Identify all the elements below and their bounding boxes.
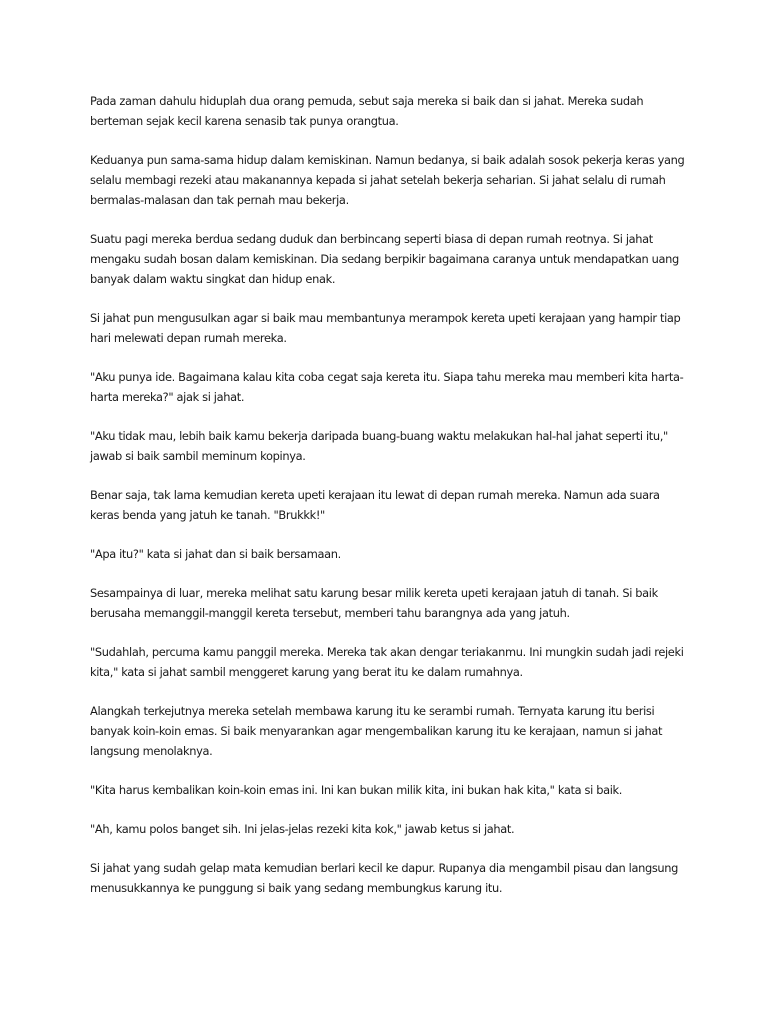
paragraph-13: "Ah, kamu polos banget sih. Ini jelas-jelas rezeki kita kok," jawab ketus si jahat.: [90, 822, 515, 836]
paragraph-6: "Aku tidak mau, lebih baik kamu bekerja daripada buang-buang waktu melakukan hal-hal jahat seperti itu," jawab si baik sambil meminum kopinya.: [90, 429, 668, 463]
paragraph-11: Alangkah terkejutnya mereka setelah membawa karung itu ke serambi rumah. Ternyata karung itu berisi banyak koin-koin emas. Si baik menyarankan agar mengembalikan karung itu ke kerajaan, namun si jahat langsung menolaknya.: [90, 704, 663, 758]
paragraph-9: Sesampainya di luar, mereka melihat satu karung besar milik kereta upeti kerajaan jatuh di tanah. Si baik berusaha memanggil-manggil kereta tersebut, memberi tahu barangnya ada yang jatuh.: [90, 586, 658, 620]
paragraph-8: "Apa itu?" kata si jahat dan si baik bersamaan.: [90, 547, 341, 561]
paragraph-12: "Kita harus kembalikan koin-koin emas ini. Ini kan bukan milik kita, ini bukan hak kita," kata si baik.: [90, 783, 623, 797]
paragraph-4: Si jahat pun mengusulkan agar si baik mau membantunya merampok kereta upeti kerajaan yang hampir tiap hari melewati depan rumah mereka.: [90, 311, 681, 345]
paragraph-2: Keduanya pun sama-sama hidup dalam kemiskinan. Namun bedanya, si baik adalah sosok pekerja keras yang selalu membagi rezeki atau makanannya kepada si jahat setelah bekerja seharian. Si jahat selalu di rumah bermalas-malasan dan tak pernah mau bekerja.: [90, 153, 685, 207]
document-body: [90, 91, 685, 917]
paragraph-3: Suatu pagi mereka berdua sedang duduk dan berbincang seperti biasa di depan rumah reotnya. Si jahat mengaku sudah bosan dalam kemiskinan. Dia sedang berpikir bagaimana caranya untuk mendapatkan uang banyak dalam waktu singkat dan hidup enak.: [90, 232, 679, 286]
paragraph-1: Pada zaman dahulu hiduplah dua orang pemuda, sebut saja mereka si baik dan si jahat. Mereka sudah berteman sejak kecil karena senasib tak punya orangtua.: [90, 94, 644, 128]
paragraph-5: "Aku punya ide. Bagaimana kalau kita coba cegat saja kereta itu. Siapa tahu mereka mau memberi kita harta-harta mereka?" ajak si jahat.: [90, 370, 684, 404]
paragraph-10: "Sudahlah, percuma kamu panggil mereka. Mereka tak akan dengar teriakanmu. Ini mungkin sudah jadi rejeki kita," kata si jahat sambil menggeret karung yang berat itu ke dalam rumahnya.: [90, 645, 684, 679]
paragraph-14: Si jahat yang sudah gelap mata kemudian berlari kecil ke dapur. Rupanya dia mengambil pisau dan langsung menusukkannya ke punggung si baik yang sedang membungkus karung itu.: [90, 861, 679, 895]
paragraph-7: Benar saja, tak lama kemudian kereta upeti kerajaan itu lewat di depan rumah mereka. Namun ada suara keras benda yang jatuh ke tanah. "Brukkk!": [90, 488, 660, 522]
